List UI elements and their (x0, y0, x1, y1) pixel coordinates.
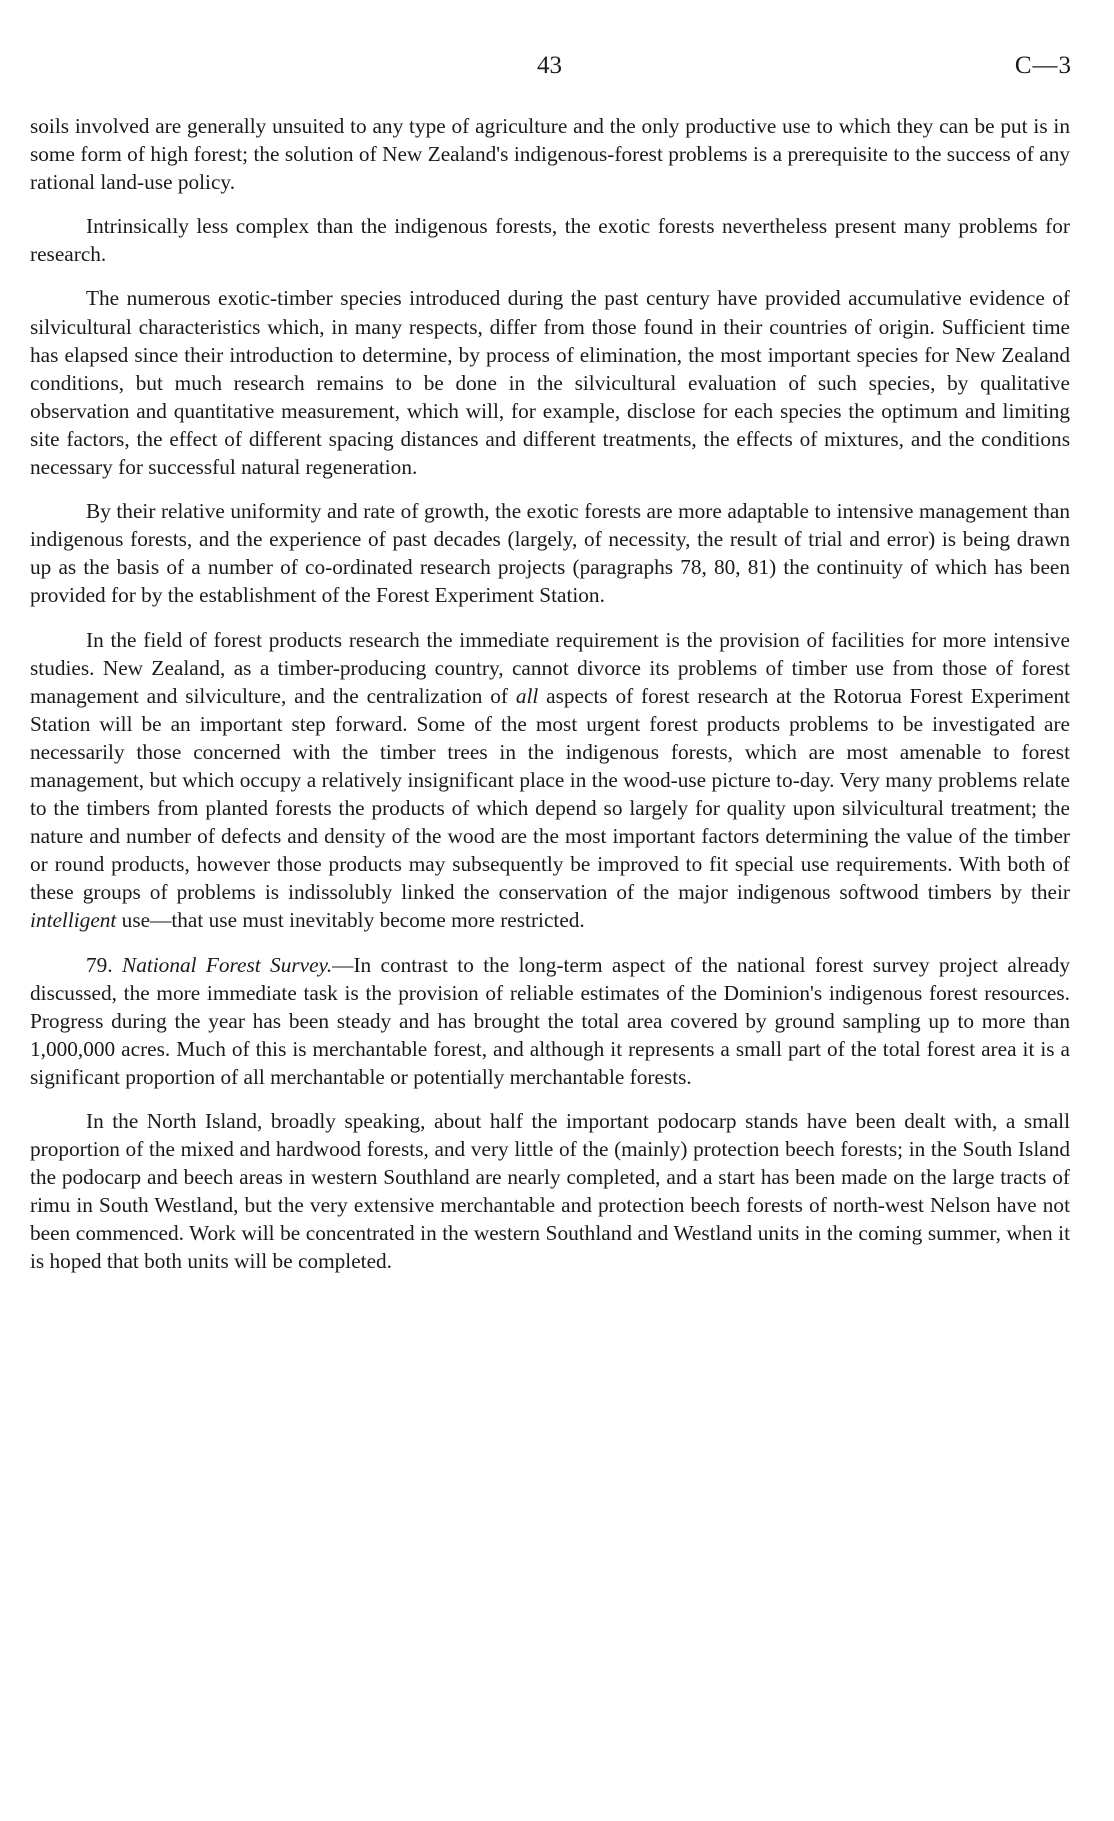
emphasis-intelligent: intelligent (30, 908, 117, 933)
paragraph-text: —In contrast to the long-term aspect of the national forest survey project already discussed, the more immediate task is the provision of reliable estimates of the Dominion's indigenous forest resources. Progress during the year has been steady and has brought the total area covered by ground sampling up to more than 1,000,000 acres. Much of this is merchantable forest, and although it represents a small part of the total forest area it is a significant proportion of all merchantable or potentially merchantable forests. (30, 952, 1070, 1089)
paragraph-soils-continuation: soils involved are generally unsuited to any type of agriculture and the only productive use to which they can be put is in some form of high forest; the solution of New Zealand's indigenous-forest problems is a prerequisite to the success of any rational land-use policy. (30, 114, 1070, 195)
paragraph-text: In the field of forest products research the immediate requirement is the provision of facilities for more intensive studies. New Zealand, as a timber-producing country, cannot divorce its problems of timber use from those of forest management and silviculture, and the centralization of (30, 627, 1070, 708)
paragraph-exotic-species: The numerous exotic-timber species introduced during the past century have provided accumulative evidence of silvicultural characteristics which, in many respects, differ from those found in their countries of origin. Sufficient time has elapsed since their introduction to determine, by process of elimination, the most important species for New Zealand conditions, but much research remains to be done in the silvicultural evaluation of such species, by qualitative observation and quantitative measurement, which will, for example, disclose for each species the optimum and limiting site factors, the effect of different spacing distances and different treatments, the effects of mixtures, and the conditions necessary for successful natural regeneration. (30, 286, 1070, 480)
paragraph-exotic-forests-intro: Intrinsically less complex than the indigenous forests, the exotic forests nevertheless present many problems for research. (30, 214, 1070, 267)
body-text (30, 112, 1070, 1276)
section-heading: National Forest Survey. (121, 952, 333, 977)
emphasis-all: all (515, 683, 539, 708)
page-number: 43 (537, 52, 562, 79)
paragraph-forest-products-research (30, 626, 1070, 935)
paragraph-text: use—that use must inevitably become more restricted. (116, 908, 585, 933)
document-code: C—3 (1014, 52, 1072, 79)
paragraph-number: 79. (86, 952, 122, 977)
paragraph-text: aspects of forest research at the Rotorua Forest Experiment Station will be an important step forward. Some of the most urgent forest products problems to be investigated are necessarily those concerned with the timber trees in the indigenous forests, which are most amenable to forest management, but which occupy a relatively insignificant place in the wood-use picture to-day. Very many problems relate to the timbers from planted forests the products of which depend so largely for quality upon silvicultural treatment; the nature and number of defects and density of the wood are the most important factors determining the value of the timber or round products, however those products may subsequently be improved to fit special use requirements. With both of these groups of problems is indissolubly linked the conservation of the major indigenous softwood timbers by their (30, 683, 1071, 905)
paragraph-79-national-forest-survey (30, 951, 1070, 1091)
paragraph-north-island: In the North Island, broadly speaking, about half the important podocarp stands have been dealt with, a small proportion of the mixed and hardwood forests, and very little of the (mainly) protection beech forests; in the South Island the podocarp and beech areas in western Southland are nearly completed, and a start has been made on the large tracts of rimu in South Westland, but the very extensive merchantable and protection beech forests of north-west Nelson have not been commenced. Work will be concentrated in the western Southland and Westland units in the coming summer, when it is hoped that both units will be completed. (30, 1109, 1070, 1274)
page-header (0, 52, 1114, 88)
paragraph-relative-uniformity: By their relative uniformity and rate of growth, the exotic forests are more adaptable to intensive management than indigenous forests, and the experience of past decades (largely, of necessity, the result of trial and error) is being drawn up as the basis of a number of co-ordinated research projects (paragraphs 78, 80, 81) the continuity of which has been provided for by the establishment of the Forest Experiment Station. (30, 499, 1070, 608)
